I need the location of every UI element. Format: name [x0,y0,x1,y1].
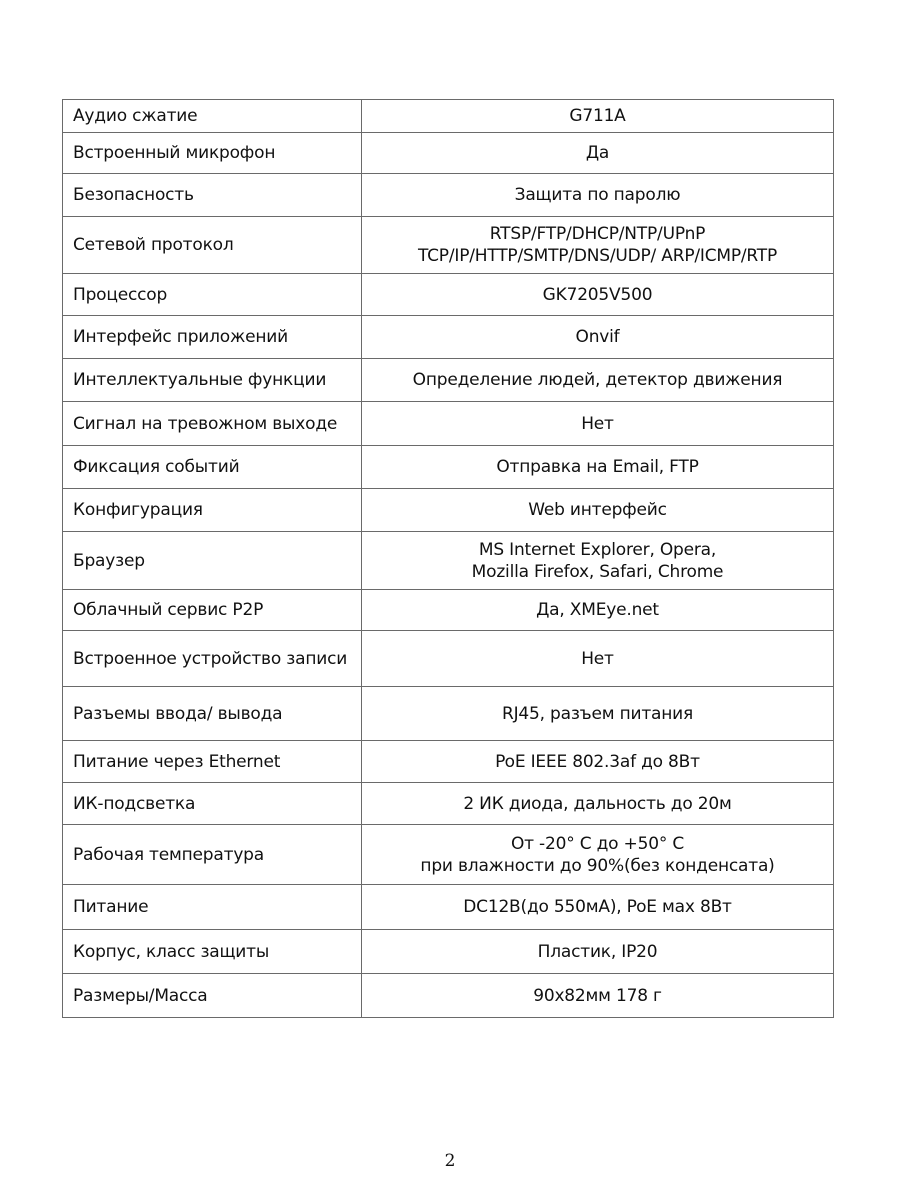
spec-row [63,217,834,274]
spec-parameter-value [362,446,834,489]
spec-value-line: RTSP/FTP/DHCP/NTP/UPnP [489,224,706,244]
page-number: 2 [444,1151,456,1171]
spec-row [63,825,834,885]
spec-value-line: Onvif [575,327,620,347]
spec-row [63,174,834,217]
spec-parameter-value [362,402,834,446]
spec-parameter-name: Сигнал на тревожном выходе [63,402,362,446]
spec-row [63,133,834,174]
spec-parameter-value [362,489,834,532]
spec-parameter-name: Облачный сервис P2P [63,590,362,631]
spec-row [63,532,834,590]
spec-parameter-name: Сетевой протокол [63,217,362,274]
spec-value-line: Mozilla Firefox, Safari, Chrome [471,561,724,582]
spec-value-line: RJ45, разъем питания [501,703,694,724]
spec-value-line: DC12В(до 550мА), PoE мах 8Вт [463,897,732,917]
spec-parameter-value [362,359,834,402]
spec-parameter-name: Корпус, класс защиты [63,930,362,974]
spec-value-line: TCP/IP/HTTP/SMTP/DNS/UDP/ ARP/ICMP/RTP [417,246,778,266]
specifications-table-body [63,100,834,1018]
spec-parameter-name: Встроенный микрофон [63,133,362,174]
spec-parameter-name: Питание через Ethernet [63,741,362,783]
spec-parameter-value [362,974,834,1018]
spec-parameter-name: ИК-подсветка [63,783,362,825]
spec-parameter-name: Фиксация событий [63,446,362,489]
spec-value-line: Web интерфейс [528,500,667,520]
spec-value-line: Защита по паролю [514,185,681,205]
spec-parameter-name: Интерфейс приложений [63,316,362,359]
spec-value-line: Нет [581,648,614,669]
spec-row [63,316,834,359]
spec-parameter-name: Разъемы ввода/ вывода [63,687,362,741]
spec-value-line: G711A [569,106,626,126]
spec-row [63,402,834,446]
spec-parameter-value [362,217,834,274]
spec-row [63,446,834,489]
spec-row [63,359,834,402]
spec-row [63,930,834,974]
spec-parameter-name: Безопасность [63,174,362,217]
spec-parameter-value [362,274,834,316]
spec-value-line: Нет [581,413,614,434]
spec-parameter-value [362,590,834,631]
spec-value-line: От -20° C до +50° C [510,833,685,854]
spec-parameter-value [362,783,834,825]
spec-parameter-name: Конфигурация [63,489,362,532]
spec-row [63,100,834,133]
spec-parameter-name: Аудио сжатие [63,100,362,133]
spec-row [63,274,834,316]
spec-parameter-value [362,532,834,590]
spec-value-line: 2 ИК диода, дальность до 20м [463,793,732,814]
spec-value-line: Отправка на Email, FTP [496,457,699,477]
specifications-table [62,99,834,1018]
spec-parameter-name: Рабочая температура [63,825,362,885]
spec-row [63,783,834,825]
spec-parameter-name: Интеллектуальные функции [63,359,362,402]
spec-row [63,489,834,532]
spec-value-line: MS Internet Explorer, Opera, [478,539,717,560]
spec-parameter-name: Питание [63,885,362,930]
spec-parameter-value [362,741,834,783]
spec-row [63,885,834,930]
spec-parameter-value [362,174,834,217]
spec-row [63,687,834,741]
spec-parameter-value [362,100,834,133]
spec-value-line: Пластик, IP20 [537,941,658,962]
spec-parameter-name: Браузер [63,532,362,590]
spec-value-line: Да [585,143,610,163]
spec-value-line: при влажности до 90%(без конденсата) [420,855,775,876]
spec-parameter-value [362,133,834,174]
spec-row [63,974,834,1018]
spec-value-line: 90х82мм 178 г [533,985,662,1006]
spec-row [63,741,834,783]
spec-parameter-name: Размеры/Масса [63,974,362,1018]
spec-value-line: Определение людей, детектор движения [412,370,783,390]
spec-parameter-value [362,687,834,741]
spec-row [63,631,834,687]
spec-parameter-value [362,631,834,687]
spec-row [63,590,834,631]
spec-parameter-value [362,930,834,974]
spec-value-line: Да, XMEye.net [536,600,659,620]
spec-value-line: PoE IEEE 802.3af до 8Вт [495,751,700,772]
spec-parameter-value [362,825,834,885]
spec-parameter-value [362,885,834,930]
spec-parameter-name: Процессор [63,274,362,316]
spec-parameter-name: Встроенное устройство записи [63,631,362,687]
spec-value-line: GK7205V500 [542,284,653,305]
spec-parameter-value [362,316,834,359]
